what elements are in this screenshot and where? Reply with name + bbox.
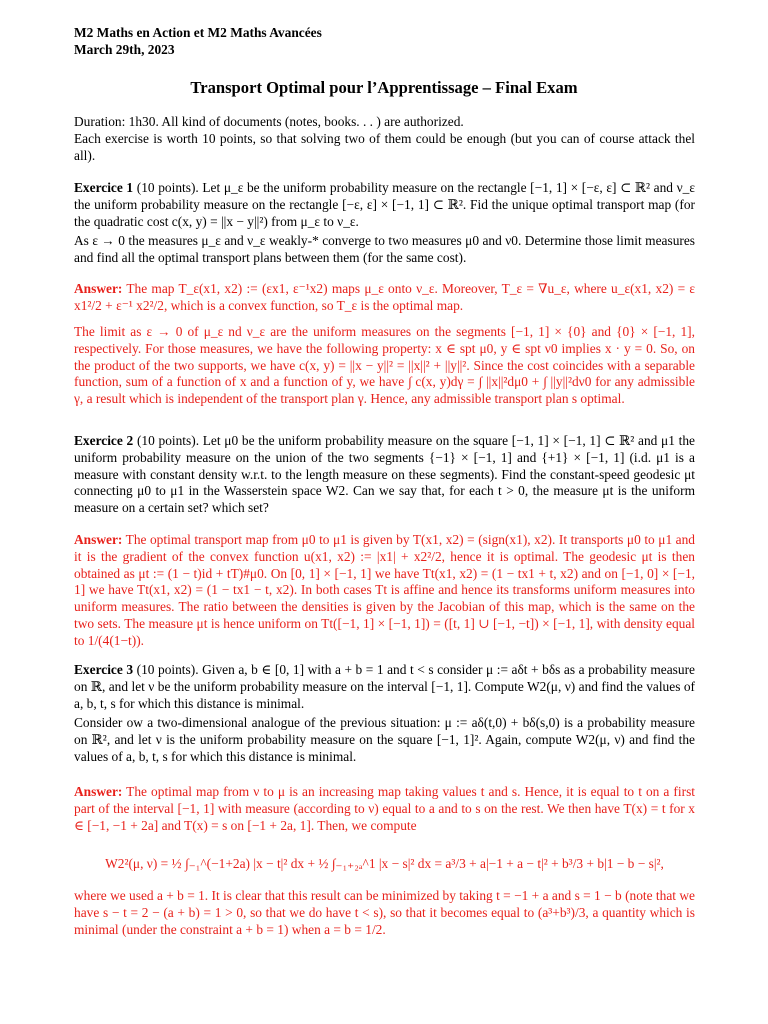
exercise-3-answer: Answer: The optimal map from ν to μ is an increasing map taking values t and s. Hence, it is equal to t on a first part of the interval [−1, 1] with measure (according to ν) equal to a and to s on the rest. We then have T(x) = t for x ∈ [−1, −1 + 2a] and T(x) = s on [−1 + 2a, 1]. Then, we compute bbox=[74, 784, 695, 833]
exercise-2-answer: Answer: The optimal transport map from μ0 to μ1 is given by T(x1, x2) = (sign(x1), x2). It transports μ0 to μ1 and it is the gradient of the convex function u(x1, x2) := |x1| + x2²/2, hence it is optimal. The geodesic μt is then obtained as μt := (1 − t)id + tT)#μ0. On [0, 1] × [−1, 1] we have Tt(x1, x2) = (1 − tx1 + t, x2) and on [−1, 0] × [−1, 1] we have Tt(x1, x2) = (1 − tx1 − t, x2). In both cases Tt is affine and hence its transforms uniform measures into uniform measures. The ratio between the densities is given by the Jacobian of this map, which is the same on the two sets. The measure μt is hence uniform on Tt([−1, 1] × [−1, 1]) = ([t, 1] ∪ [−1, −t]) × [−1, 1], with density equal to 1/(4(1−t)). bbox=[74, 532, 695, 648]
exam-title: Transport Optimal pour l’Apprentissage – Final Exam bbox=[190, 78, 578, 97]
exercise-2-label: Exercice 2 bbox=[74, 433, 134, 448]
exercise-1-answer: Answer: The map T_ε(x1, x2) := (εx1, ε⁻¹x2) maps μ_ε onto ν_ε. Moreover, T_ε = ∇u_ε, where u_ε(x1, x2) = ε x1²/2 + ε⁻¹ x2²/2, which is a convex function, so T_ε is the optimal map. bbox=[74, 281, 695, 313]
header-date: March 29th, 2023 bbox=[74, 42, 175, 57]
exercise-1-answer-2: The limit as ε → 0 of μ_ε nd ν_ε are the uniform measures on the segments [−1, 1] × {0} and {0} × [−1, 1], respectively. For those measures, we have the following property: x ∈ spt μ0, y ∈ spt ν0 implies x · y = 0. So, on the product of the two supports, we have c(x, y) = ||x − y||² = ||x||² + ||y||². Since the cost coincides with a separable function, sum of a function of x and a function of y, we have ∫ c(x, y)dγ = ∫ ||x||²dμ0 + ∫ ||y||²dν0 for any admissible γ, a result which is independent of the transport plan γ. Hence, any admissible transport plan s optimal. bbox=[74, 324, 695, 407]
exercise-3-label: Exercice 3 bbox=[74, 662, 134, 677]
exercise-3-answer-2: where we used a + b = 1. It is clear that this result can be minimized by taking t = −1 + a and s = 1 − b (note that we have s − t = 2 − (a + b) = 1 > 0, so that we do have t < s), so that it becomes equal to (a³+b³)/3, a quantity which is minimal (under the constraint a + b = 1) when a = b = 1/2. bbox=[74, 888, 695, 937]
exercise-1-label: Exercice 1 bbox=[74, 180, 134, 195]
answer-label: Answer: bbox=[74, 281, 123, 296]
intro-points: Each exercise is worth 10 points, so that solving two of them could be enough (but you can of course attack thel all). bbox=[74, 131, 695, 163]
answer-label: Answer: bbox=[74, 532, 123, 547]
exercise-2-statement: Exercice 2 (10 points). Let μ0 be the uniform probability measure on the square [−1, 1] × [−1, 1] ⊂ ℝ² and μ1 the uniform probability measure on the union of the two segments {−1} × [−1, 1] and {+1} × [−1, 1] (i.d. μ1 is a measure with constant density w.r.t. to the length measure on these segments). Find the constant-speed geodesic μt connecting μ0 to μ1 in the Wasserstein space W2. Can we say that, for each t > 0, the measure μt is the uniform measure on a certain set? which set? bbox=[74, 433, 695, 516]
intro-duration: Duration: 1h30. All kind of documents (notes, books. . . ) are authorized. bbox=[74, 114, 464, 129]
exercise-1-statement: Exercice 1 (10 points). Let μ_ε be the uniform probability measure on the rectangle [−1, 1] × [−ε, ε] ⊂ ℝ² and ν_ε the uniform probability measure on the rectangle [−ε, ε] × [−1, 1] ⊂ ℝ². Fid the unique optimal transport map (for the quadratic cost c(x, y) = ||x − y||²) from μ_ε to ν_ε. bbox=[74, 180, 695, 229]
exercise-3-statement-2: Consider ow a two-dimensional analogue of the previous situation: μ := aδ(t,0) + bδ(s,0) is a probability measure on ℝ², and let ν is the uniform probability measure on the square [−1, 1]². Again, compute W2(μ, ν) and find the values of a, b, t, s for which this distance is minimal. bbox=[74, 715, 695, 764]
header-course: M2 Maths en Action et M2 Maths Avancées bbox=[74, 25, 322, 40]
answer-label: Answer: bbox=[74, 784, 123, 799]
exercise-3-equation: W2²(μ, ν) = ½ ∫₋₁^(−1+2a) |x − t|² dx + ½ ∫₋₁₊₂ₐ^1 |x − s|² dx = a³/3 + a|−1 + a − t|² + b³/3 + b|1 − b − s|², bbox=[105, 856, 664, 871]
exercise-1-statement-2: As ε → 0 the measures μ_ε and ν_ε weakly-* converge to two measures μ0 and ν0. Determine those limit measures and find all the optimal transport plans between them (for the same cost). bbox=[74, 233, 695, 265]
exercise-3-statement: Exercice 3 (10 points). Given a, b ∈ [0, 1] with a + b = 1 and t < s consider μ := aδt + bδs as a probability measure on ℝ, and let ν be the uniform probability measure on the interval [−1, 1]. Compute W2(μ, ν) and find the values of a, b, t, s for which this distance is minimal. bbox=[74, 662, 695, 711]
